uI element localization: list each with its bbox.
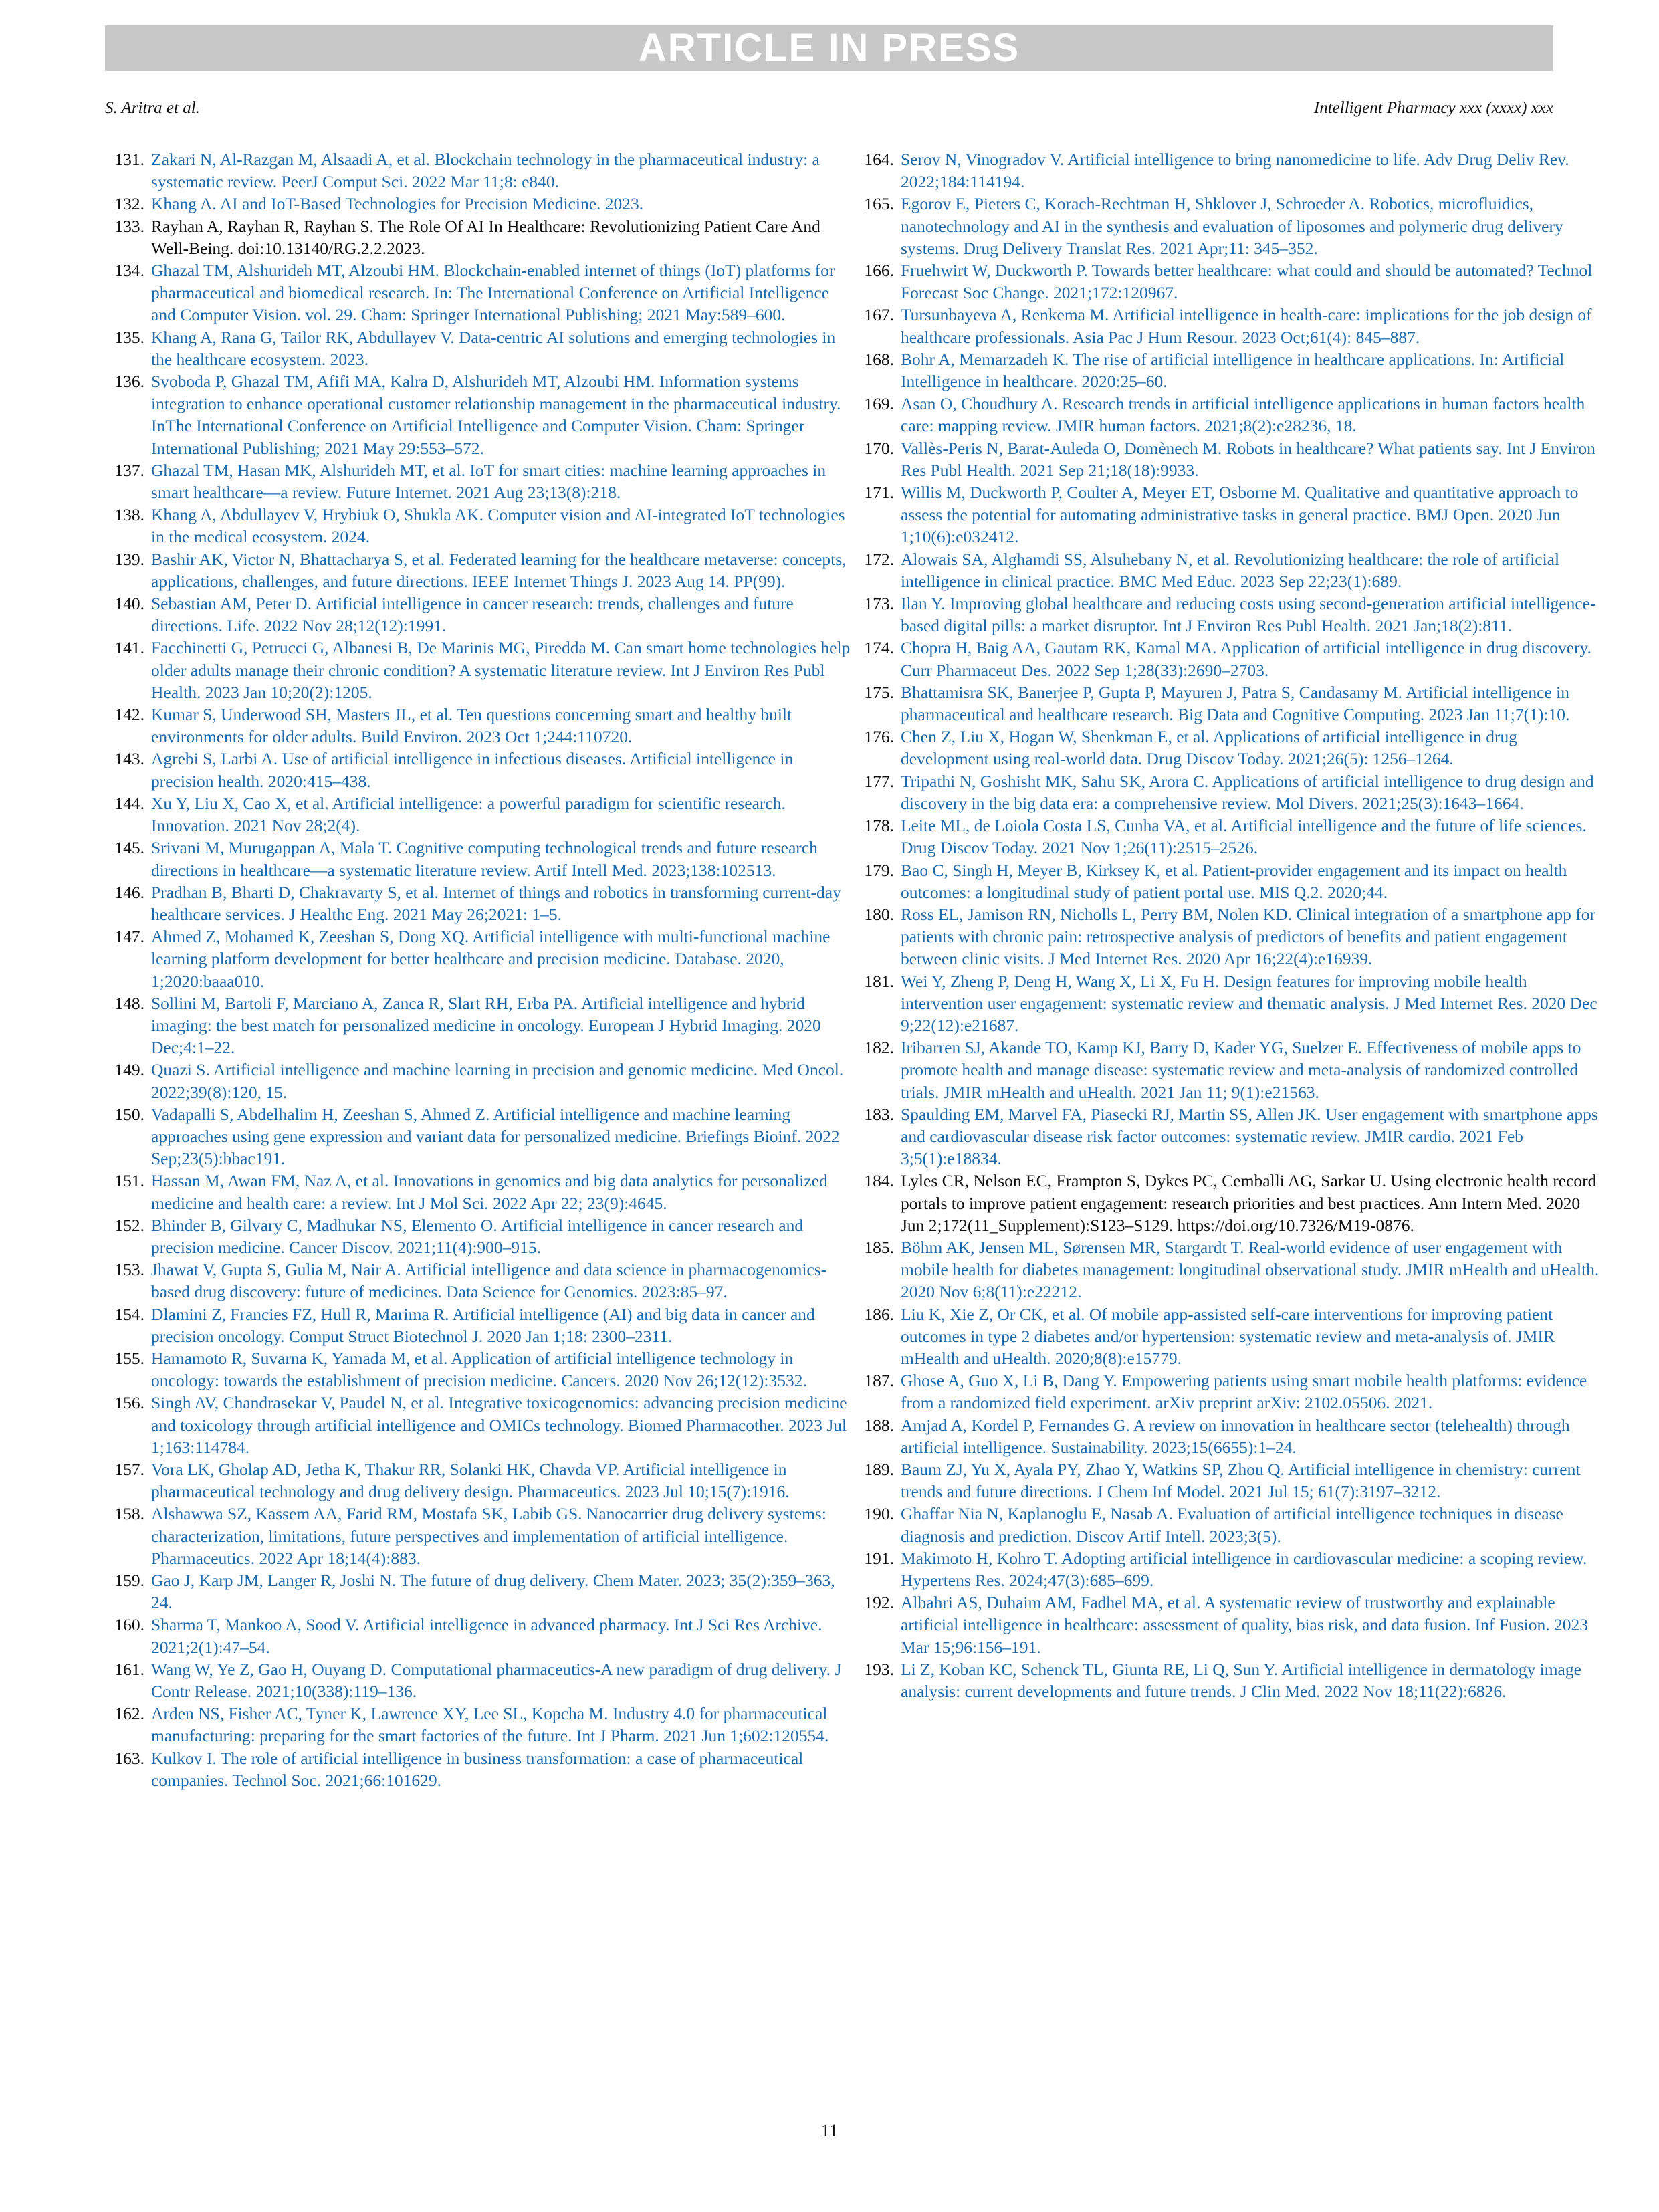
reference-text[interactable]: Jhawat V, Gupta S, Gulia M, Nair A. Artificial intelligence and data science in pharmacogenomics-based drug discovery: future of medicines. Data Science for Genomics. 2023:85–97. (151, 1260, 827, 1302)
reference-number: 181. (864, 971, 894, 991)
reference-item[interactable] (864, 548, 1603, 592)
reference-text[interactable]: Liu K, Xie Z, Or CK, et al. Of mobile app-assisted self-care interventions for improving patient outcomes in type 2 diabetes and/or hypertension: systematic review and meta-analysis of. JMIR mHealth and uHealth. 2020;8(8):e15779. (901, 1304, 1555, 1368)
reference-number: 163. (114, 1748, 144, 1768)
reference-item[interactable] (864, 1303, 1603, 1370)
reference-text[interactable]: Vora LK, Gholap AD, Jetha K, Thakur RR, Solanki HK, Chavda VP. Artificial intelligence in pharmaceutical technology and drug delivery design. Pharmaceutics. 2023 Jul 10;15(7):1916. (151, 1459, 790, 1502)
reference-item[interactable] (114, 992, 853, 1059)
reference-number: 184. (864, 1171, 894, 1191)
reference-item (114, 215, 853, 259)
reference-text[interactable]: Svoboda P, Ghazal TM, Afifi MA, Kalra D, Alshurideh MT, Alzoubi HM. Information systems integration to enhance operational customer relationship management in the pharmaceutical industry. InThe International Conference on Artificial Intelligence and Computer Vision. Cham: Springer International Publishing; 2021 May 29:553–572. (151, 372, 841, 458)
reference-number: 193. (864, 1659, 894, 1679)
reference-item[interactable] (864, 1591, 1603, 1658)
reference-number: 147. (114, 927, 144, 947)
reference-text[interactable]: Albahri AS, Duhaim AM, Fadhel MA, et al. A systematic review of trustworthy and explainable artificial intelligence in healthcare: assessment of quality, bias risk, and data fusion. Inf Fusion. 2023 Mar 15;96:156–191. (901, 1593, 1588, 1657)
reference-number: 171. (864, 483, 894, 503)
reference-text[interactable]: Ghaffar Nia N, Kaplanoglu E, Nasab A. Evaluation of artificial intelligence techniques in disease diagnosis and prediction. Discov Artif Intell. 2023;3(5). (901, 1504, 1563, 1546)
reference-number: 136. (114, 372, 144, 392)
reference-item[interactable] (864, 1658, 1603, 1702)
reference-number: 190. (864, 1504, 894, 1524)
reference-number: 134. (114, 261, 144, 281)
reference-item (864, 1170, 1603, 1236)
reference-item[interactable] (114, 1569, 853, 1614)
reference-item[interactable] (864, 859, 1603, 903)
reference-number: 159. (114, 1571, 144, 1590)
reference-text[interactable]: Fruehwirt W, Duckworth P. Towards better healthcare: what could and should be automated? Technol Forecast Soc Change. 2021;172:120967. (901, 261, 1593, 303)
reference-text[interactable]: Böhm AK, Jensen ML, Sørensen MR, Stargardt T. Real-world evidence of user engagement with mobile health for diabetes management: longitudinal observational study. JMIR mHealth and uHealth. 2020 Nov 6;8(11):e22212. (901, 1237, 1599, 1302)
reference-number: 144. (114, 793, 144, 813)
reference-text[interactable]: Ghose A, Guo X, Li B, Dang Y. Empowering patients using smart mobile health platforms: evidence from a randomized field experiment. arXiv preprint arXiv: 2102.05506. 2021. (901, 1371, 1587, 1413)
reference-number: 167. (864, 305, 894, 325)
reference-item[interactable] (114, 925, 853, 992)
reference-text[interactable]: Bashir AK, Victor N, Bhattacharya S, et al. Federated learning for the healthcare metaverse: concepts, applications, challenges, and future directions. IEEE Internet Things J. 2023 Aug 14. PP(99). (151, 549, 847, 591)
reference-item[interactable] (864, 1458, 1603, 1503)
reference-text[interactable]: Leite ML, de Loiola Costa LS, Cunha VA, et al. Artificial intelligence and the future of life sciences. Drug Discov Today. 2021 Nov 1;26(11):2515–2526. (901, 816, 1587, 858)
reference-item[interactable] (864, 304, 1603, 348)
reference-number: 141. (114, 638, 144, 658)
reference-number: 145. (114, 838, 144, 858)
reference-item[interactable] (114, 1347, 853, 1392)
reference-text[interactable]: Quazi S. Artificial intelligence and machine learning in precision and genomic medicine. Med Oncol. 2022;39(8):120, 15. (151, 1060, 844, 1102)
reference-item[interactable] (114, 1503, 853, 1569)
reference-text[interactable]: Spaulding EM, Marvel FA, Piasecki RJ, Martin SS, Allen JK. User engagement with smartphone apps and cardiovascular disease risk factor outcomes: systematic review. JMIR cardio. 2021 Feb 3;5(1):e18834. (901, 1104, 1598, 1169)
reference-number: 150. (114, 1104, 144, 1124)
reference-text[interactable]: Tursunbayeva A, Renkema M. Artificial intelligence in health-care: implications for the job design of healthcare professionals. Asia Pac J Hum Resour. 2023 Oct;61(4): 845–887. (901, 305, 1592, 347)
reference-text[interactable]: Alowais SA, Alghamdi SS, Alsuhebany N, et al. Revolutionizing healthcare: the role of artificial intelligence in clinical practice. BMC Med Educ. 2023 Sep 22;23(1):689. (901, 549, 1560, 591)
reference-text[interactable]: Bhinder B, Gilvary C, Madhukar NS, Elemento O. Artificial intelligence in cancer research and precision medicine. Cancer Discov. 2021;11(4):900–915. (151, 1215, 804, 1257)
reference-number: 164. (864, 150, 894, 169)
reference-number: 154. (114, 1304, 144, 1324)
reference-number: 176. (864, 727, 894, 747)
reference-item[interactable] (114, 370, 853, 459)
reference-text[interactable]: Amjad A, Kordel P, Fernandes G. A review on innovation in healthcare sector (telehealth) through artificial intelligence. Sustainability. 2023;15(6655):1–24. (901, 1415, 1570, 1457)
reference-text[interactable]: Sharma T, Mankoo A, Sood V. Artificial intelligence in advanced pharmacy. Int J Sci Res Archive. 2021;2(1):47–54. (151, 1615, 822, 1657)
reference-item[interactable] (114, 592, 853, 637)
reference-item[interactable] (864, 681, 1603, 726)
reference-text: Lyles CR, Nelson EC, Frampton S, Dykes PC, Cemballi AG, Sarkar U. Using electronic health record portals to improve patient engagement: research priorities and best practices. Ann Intern Med. 2020 Jun 2;172(11_Supplement):S123–S129. https://doi.org/10.7326/M19-0876. (901, 1171, 1597, 1235)
reference-item[interactable] (864, 348, 1603, 393)
reference-number: 173. (864, 594, 894, 614)
reference-item[interactable] (864, 193, 1603, 259)
reference-number: 161. (114, 1659, 144, 1679)
reference-text[interactable]: Agrebi S, Larbi A. Use of artificial intelligence in infectious diseases. Artificial intelligence in precision health. 2020:415–438. (151, 749, 794, 791)
reference-item[interactable] (114, 548, 853, 592)
references-left-column (114, 148, 853, 1791)
reference-item[interactable] (864, 393, 1603, 437)
reference-text[interactable]: Ilan Y. Improving global healthcare and reducing costs using second-generation artificial intelligence-based digital pills: a market disruptor. Int J Environ Res Publ Health. 2021 Jan;18(2):811. (901, 594, 1596, 636)
reference-number: 135. (114, 327, 144, 347)
reference-number: 168. (864, 349, 894, 369)
reference-number: 189. (864, 1459, 894, 1479)
reference-number: 166. (864, 261, 894, 281)
reference-item[interactable] (114, 1059, 853, 1103)
running-header-authors: S. Aritra et al. (105, 99, 200, 117)
reference-item[interactable] (114, 1458, 853, 1503)
reference-item[interactable] (114, 1392, 853, 1458)
reference-text[interactable]: Chopra H, Baig AA, Gautam RK, Kamal MA. Application of artificial intelligence in drug discovery. Curr Pharmaceut Des. 2022 Sep 1;28(33):2690–2703. (901, 638, 1591, 680)
reference-text[interactable]: Sebastian AM, Peter D. Artificial intelligence in cancer research: trends, challenges and future directions. Life. 2022 Nov 28;12(12):1991. (151, 594, 794, 636)
reference-text[interactable]: Willis M, Duckworth P, Coulter A, Meyer ET, Osborne M. Qualitative and quantitative approach to assess the potential for automating administrative tasks in general practice. BMJ Open. 2020 Jun 1;10(6):e032412. (901, 483, 1579, 547)
reference-number: 175. (864, 682, 894, 702)
reference-item[interactable] (864, 1369, 1603, 1414)
reference-number: 178. (864, 816, 894, 836)
reference-number: 148. (114, 993, 144, 1013)
reference-number: 131. (114, 150, 144, 169)
reference-text[interactable]: Hamamoto R, Suvarna K, Yamada M, et al. Application of artificial intelligence technology in oncology: towards the establishment of precision medicine. Cancers. 2020 Nov 26;12(12):3532. (151, 1348, 807, 1391)
reference-text[interactable]: Ghazal TM, Alshurideh MT, Alzoubi HM. Blockchain-enabled internet of things (IoT) platforms for pharmaceutical and biomedical research. In: The International Conference on Artificial Intelligence and Computer Vision. vol. 29. Cham: Springer International Publishing; 2021 May:589–600. (151, 261, 835, 325)
reference-item[interactable] (864, 1236, 1603, 1303)
reference-item[interactable] (114, 504, 853, 548)
page-number: 11 (820, 2121, 839, 2140)
reference-number: 143. (114, 749, 144, 769)
reference-item[interactable] (864, 592, 1603, 637)
reference-text[interactable]: Facchinetti G, Petrucci G, Albanesi B, De Marinis MG, Piredda M. Can smart home technologies help older adults manage their chronic condition? A systematic literature review. Int J Environ Res Publ Health. 2023 Jan 10;20(2):1205. (151, 638, 851, 702)
reference-item[interactable] (864, 903, 1603, 970)
reference-number: 187. (864, 1371, 894, 1391)
reference-number: 152. (114, 1215, 144, 1235)
reference-number: 182. (864, 1038, 894, 1058)
reference-item[interactable] (114, 1702, 853, 1747)
reference-text[interactable]: Zakari N, Al-Razgan M, Alsaadi A, et al. Blockchain technology in the pharmaceutical industry: a systematic review. PeerJ Comput Sci. 2022 Mar 11;8: e840. (151, 150, 820, 192)
reference-number: 169. (864, 394, 894, 414)
reference-text[interactable]: Khang A, Abdullayev V, Hrybiuk O, Shukla AK. Computer vision and AI-integrated IoT technologies in the medical ecosystem. 2024. (151, 505, 845, 547)
reference-item[interactable] (864, 1036, 1603, 1103)
reference-item[interactable] (864, 148, 1603, 193)
reference-number: 180. (864, 904, 894, 924)
reference-number: 139. (114, 549, 144, 569)
reference-number: 192. (864, 1593, 894, 1613)
reference-item[interactable] (114, 148, 853, 193)
reference-number: 191. (864, 1548, 894, 1568)
reference-text[interactable]: Dlamini Z, Francies FZ, Hull R, Marima R. Artificial intelligence (AI) and big data in cancer and precision oncology. Comput Struct Biotechnol J. 2020 Jan 1;18: 2300–2311. (151, 1304, 815, 1346)
reference-item[interactable] (114, 1170, 853, 1214)
reference-item[interactable] (864, 1414, 1603, 1458)
reference-text: Rayhan A, Rayhan R, Rayhan S. The Role Of AI In Healthcare: Revolutionizing Patient Care And Well-Being. doi:10.13140/RG.2.2.2023. (151, 216, 820, 258)
reference-item[interactable] (114, 1103, 853, 1170)
reference-text[interactable]: Egorov E, Pieters C, Korach-Rechtman H, Shklover J, Schroeder A. Robotics, microfluidics, nanotechnology and AI in the synthesis and evaluation of liposomes and polymeric drug delivery systems. Drug Delivery Translat Res. 2021 Apr;11: 345–352. (901, 194, 1563, 258)
reference-item[interactable] (864, 637, 1603, 681)
reference-number: 151. (114, 1171, 144, 1191)
reference-item[interactable] (114, 792, 853, 837)
reference-number: 142. (114, 705, 144, 725)
reference-text[interactable]: Srivani M, Murugappan A, Mala T. Cognitive computing technological trends and future research directions in healthcare—a systematic literature review. Artif Intell Med. 2023;138:102513. (151, 838, 818, 880)
reference-text[interactable]: Iribarren SJ, Akande TO, Kamp KJ, Barry D, Kader YG, Suelzer E. Effectiveness of mobile apps to promote health and manage disease: systematic review and meta-analysis of randomized controlled trials. JMIR mHealth and uHealth. 2021 Jan 11; 9(1):e21563. (901, 1038, 1581, 1102)
reference-number: 157. (114, 1459, 144, 1479)
reference-text[interactable]: Bohr A, Memarzadeh K. The rise of artificial intelligence in healthcare applications. In: Artificial Intelligence in healthcare. 2020:25–60. (901, 349, 1565, 392)
reference-item[interactable] (864, 726, 1603, 770)
reference-text[interactable]: Baum ZJ, Yu X, Ayala PY, Zhao Y, Watkins SP, Zhou Q. Artificial intelligence in chemistry: current trends and future directions. J Chem Inf Model. 2021 Jul 15; 61(7):3197–3212. (901, 1459, 1581, 1502)
reference-number: 133. (114, 216, 144, 236)
reference-item[interactable] (114, 881, 853, 925)
reference-text[interactable]: Ghazal TM, Hasan MK, Alshurideh MT, et al. IoT for smart cities: machine learning approaches in smart healthcare—a review. Future Internet. 2021 Aug 23;13(8):218. (151, 460, 826, 503)
reference-item[interactable] (114, 1658, 853, 1702)
reference-item[interactable] (114, 748, 853, 792)
reference-text[interactable]: Hassan M, Awan FM, Naz A, et al. Innovations in genomics and big data analytics for personalized medicine and health care: a review. Int J Mol Sci. 2022 Apr 22; 23(9):4645. (151, 1171, 828, 1213)
reference-number: 137. (114, 460, 144, 480)
reference-text[interactable]: Wang W, Ye Z, Gao H, Ouyang D. Computational pharmaceutics-A new paradigm of drug delivery. J Contr Release. 2021;10(338):119–136. (151, 1659, 842, 1702)
reference-text[interactable]: Chen Z, Liu X, Hogan W, Shenkman E, et al. Applications of artificial intelligence in drug development using real-world data. Drug Discov Today. 2021;26(5): 1256–1264. (901, 727, 1518, 769)
reference-item[interactable] (114, 459, 853, 504)
reference-item[interactable] (864, 437, 1603, 481)
reference-text[interactable]: Asan O, Choudhury A. Research trends in artificial intelligence applications in human factors health care: mapping review. JMIR human factors. 2021;8(2):e28236, 18. (901, 394, 1585, 436)
reference-text[interactable]: Vadapalli S, Abdelhalim H, Zeeshan S, Ahmed Z. Artificial intelligence and machine learning approaches using gene expression and variant data for personalized medicine. Briefings Bioinf. 2022 Sep;23(5):bbac191. (151, 1104, 840, 1169)
reference-number: 149. (114, 1060, 144, 1080)
reference-text[interactable]: Vallès-Peris N, Barat-Auleda O, Domènech M. Robots in healthcare? What patients say. Int J Environ Res Publ Health. 2021 Sep 21;18(18):9933. (901, 438, 1595, 480)
reference-item[interactable] (864, 970, 1603, 1037)
reference-number: 188. (864, 1415, 894, 1435)
reference-text[interactable]: Sollini M, Bartoli F, Marciano A, Zanca R, Slart RH, Erba PA. Artificial intelligence and hybrid imaging: the best match for personalized medicine in oncology. European J Hybrid Imaging. 2020 Dec;4:1–22. (151, 993, 821, 1058)
reference-number: 174. (864, 638, 894, 658)
reference-number: 160. (114, 1615, 144, 1635)
reference-item[interactable] (864, 1547, 1603, 1591)
reference-text[interactable]: Singh AV, Chandrasekar V, Paudel N, et al. Integrative toxicogenomics: advancing precision medicine and toxicology through artificial intelligence and OMICs technology. Biomed Pharmacother. 2023 Jul 1;163:114784. (151, 1393, 847, 1457)
reference-item[interactable] (114, 1303, 853, 1347)
reference-text[interactable]: Makimoto H, Kohro T. Adopting artificial intelligence in cardiovascular medicine: a scoping review. Hypertens Res. 2024;47(3):685–699. (901, 1548, 1587, 1590)
reference-number: 186. (864, 1304, 894, 1324)
reference-number: 170. (864, 438, 894, 458)
reference-number: 140. (114, 594, 144, 614)
reference-item[interactable] (114, 326, 853, 370)
reference-number: 158. (114, 1504, 144, 1524)
reference-number: 179. (864, 860, 894, 880)
reference-number: 162. (114, 1704, 144, 1724)
reference-number: 138. (114, 505, 144, 525)
reference-item[interactable] (114, 1214, 853, 1258)
reference-text[interactable]: Alshawwa SZ, Kassem AA, Farid RM, Mostafa SK, Labib GS. Nanocarrier drug delivery systems: characterization, limitations, future perspectives and implementation of artificial intelligence. Pharmaceutics. 2022 Apr 18;14(4):883. (151, 1504, 826, 1568)
reference-text[interactable]: Serov N, Vinogradov V. Artificial intelligence to bring nanomedicine to life. Adv Drug Deliv Rev. 2022;184:114194. (901, 150, 1569, 192)
reference-item[interactable] (114, 259, 853, 326)
reference-text[interactable]: Khang A. AI and IoT-Based Technologies for Precision Medicine. 2023. (151, 194, 644, 214)
reference-item[interactable] (114, 637, 853, 703)
reference-number: 185. (864, 1237, 894, 1257)
reference-text[interactable]: Bhattamisra SK, Banerjee P, Gupta P, Mayuren J, Patra S, Candasamy M. Artificial intelligence in pharmaceutical and healthcare research. Big Data and Cognitive Computing. 2023 Jan 11;7(1):10. (901, 682, 1570, 725)
reference-item[interactable] (864, 481, 1603, 548)
reference-text[interactable]: Pradhan B, Bharti D, Chakravarty S, et al. Internet of things and robotics in transforming current-day healthcare services. J Healthc Eng. 2021 May 26;2021: 1–5. (151, 882, 841, 924)
reference-item[interactable] (864, 1103, 1603, 1170)
article-in-press-banner: ARTICLE IN PRESS (105, 25, 1553, 71)
reference-item[interactable] (864, 814, 1603, 859)
reference-text[interactable]: Li Z, Koban KC, Schenck TL, Giunta RE, Li Q, Sun Y. Artificial intelligence in dermatology image analysis: current developments and future trends. J Clin Med. 2022 Nov 18;11(22):6826. (901, 1659, 1581, 1702)
reference-number: 153. (114, 1260, 144, 1280)
reference-number: 156. (114, 1393, 144, 1413)
reference-number: 177. (864, 771, 894, 791)
reference-text[interactable]: Ross EL, Jamison RN, Nicholls L, Perry BM, Nolen KD. Clinical integration of a smartphone app for patients with chronic pain: retrospective analysis of predictors of benefits and patient engagement between clinic visits. J Med Internet Res. 2020 Apr 16;22(4):e16939. (901, 904, 1595, 969)
reference-text[interactable]: Gao J, Karp JM, Langer R, Joshi N. The future of drug delivery. Chem Mater. 2023; 35(2):359–363, 24. (151, 1571, 835, 1613)
references-right-column (864, 148, 1603, 1702)
reference-number: 183. (864, 1104, 894, 1124)
reference-number: 146. (114, 882, 144, 902)
reference-item[interactable] (864, 770, 1603, 814)
running-header-journal: Intelligent Pharmacy xxx (xxxx) xxx (1313, 99, 1553, 117)
reference-text[interactable]: Ahmed Z, Mohamed K, Zeeshan S, Dong XQ. Artificial intelligence with multi-functional machine learning platform development for better healthcare and precision medicine. Database. 2020, 1;2020:baaa010. (151, 927, 831, 991)
reference-item[interactable] (114, 1747, 853, 1791)
reference-text[interactable]: Kumar S, Underwood SH, Masters JL, et al. Ten questions concerning smart and healthy built environments for older adults. Build Environ. 2023 Oct 1;244:110720. (151, 705, 792, 747)
reference-item[interactable] (864, 1503, 1603, 1547)
reference-number: 132. (114, 194, 144, 214)
reference-text[interactable]: Kulkov I. The role of artificial intelligence in business transformation: a case of pharmaceutical companies. Technol Soc. 2021;66:101629. (151, 1748, 804, 1790)
reference-number: 155. (114, 1348, 144, 1368)
reference-text[interactable]: Wei Y, Zheng P, Deng H, Wang X, Li X, Fu H. Design features for improving mobile health intervention user engagement: systematic review and thematic analysis. J Med Internet Res. 2020 Dec 9;22(12):e21687. (901, 971, 1597, 1035)
reference-text[interactable]: Xu Y, Liu X, Cao X, et al. Artificial intelligence: a powerful paradigm for scientific research. Innovation. 2021 Nov 28;2(4). (151, 793, 786, 836)
reference-item[interactable] (114, 1258, 853, 1303)
reference-item[interactable] (114, 837, 853, 881)
reference-text[interactable]: Bao C, Singh H, Meyer B, Kirksey K, et al. Patient-provider engagement and its impact on health outcomes: a longitudinal study of patient portal use. MIS Q.2. 2020;44. (901, 860, 1567, 902)
reference-item[interactable] (114, 193, 853, 215)
reference-item[interactable] (114, 1614, 853, 1658)
reference-number: 172. (864, 549, 894, 569)
reference-text[interactable]: Arden NS, Fisher AC, Tyner K, Lawrence XY, Lee SL, Kopcha M. Industry 4.0 for pharmaceutical manufacturing: preparing for the smart factories of the future. Int J Pharm. 2021 Jun 1;602:120554. (151, 1704, 829, 1746)
reference-number: 165. (864, 194, 894, 214)
reference-text[interactable]: Tripathi N, Goshisht MK, Sahu SK, Arora C. Applications of artificial intelligence to drug design and discovery in the big data era: a comprehensive review. Mol Divers. 2021;25(3):1643–1664. (901, 771, 1594, 813)
reference-item[interactable] (864, 259, 1603, 304)
reference-text[interactable]: Khang A, Rana G, Tailor RK, Abdullayev V. Data-centric AI solutions and emerging technologies in the healthcare ecosystem. 2023. (151, 327, 836, 369)
reference-item[interactable] (114, 703, 853, 748)
